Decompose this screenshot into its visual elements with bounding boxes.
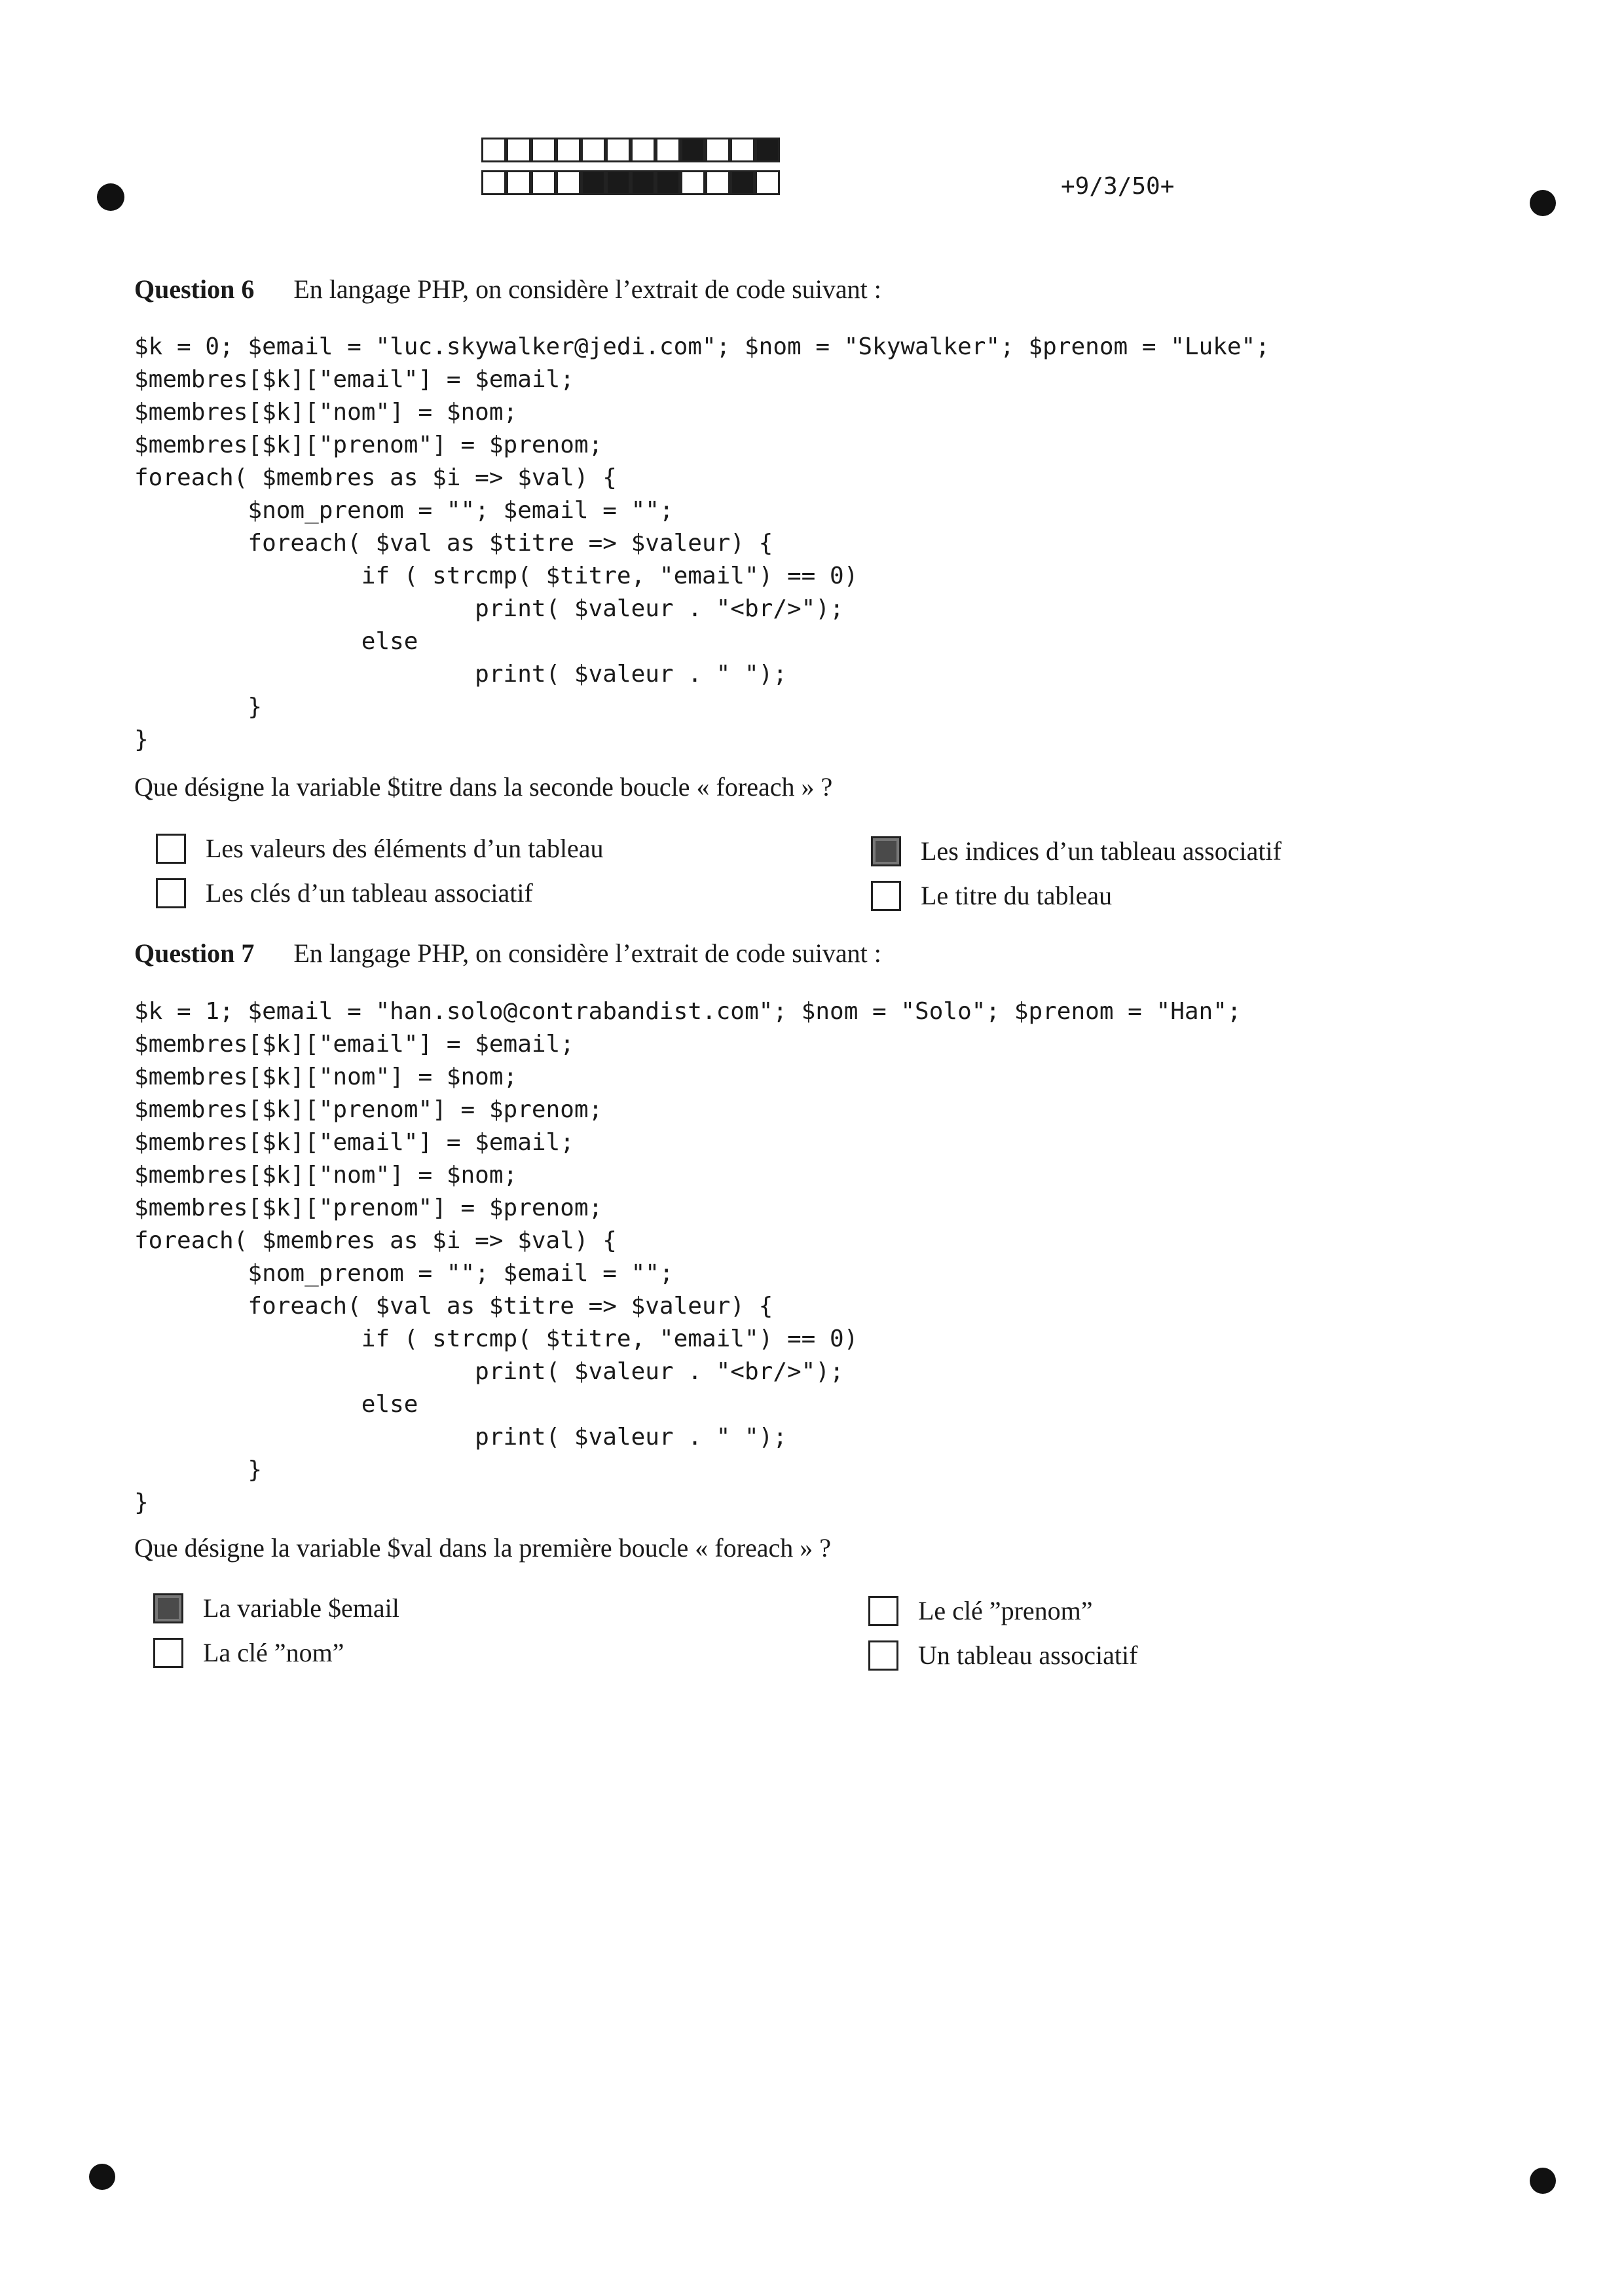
- barcode-cell: [606, 138, 631, 162]
- question-7-prompt: Que désigne la variable $val dans la première boucle « foreach » ?: [134, 1533, 831, 1563]
- question-7-checkbox-2[interactable]: [868, 1596, 898, 1626]
- barcode-cell: [531, 170, 556, 195]
- barcode-cell: [481, 170, 506, 195]
- question-6-checkbox-4[interactable]: [871, 881, 901, 911]
- barcode-cell: [481, 138, 506, 162]
- question-7-choice-2-label: Le clé ”prenom”: [918, 1596, 1093, 1625]
- question-6-choice-2-label: Les indices d’un tableau associatif: [921, 836, 1282, 866]
- barcode-cell: [755, 170, 780, 195]
- question-6-choice-4-label: Le titre du tableau: [921, 881, 1113, 910]
- question-6-choice-4[interactable]: [871, 880, 1112, 911]
- question-7-heading: [134, 938, 881, 969]
- question-7-checkbox-1[interactable]: [153, 1593, 183, 1623]
- question-7-checkbox-4[interactable]: [868, 1640, 898, 1671]
- question-6-choice-3[interactable]: [156, 878, 533, 908]
- question-7-choice-1[interactable]: [153, 1593, 399, 1623]
- barcode-cell: [680, 138, 705, 162]
- question-7-choice-1-label: La variable $email: [203, 1593, 399, 1623]
- question-6-checkbox-1[interactable]: [156, 834, 186, 864]
- barcode-cell: [556, 170, 581, 195]
- question-6-choice-2[interactable]: [871, 836, 1282, 866]
- question-7-code: $k = 1; $email = "han.solo@contrabandist.com"; $nom = "Solo"; $prenom = "Han"; $membres[$k]["email"] = $email; $membres[$k]["nom"] = $nom; $membres[$k]["prenom"] = $prenom; $membres[$k]["email"] = $email; $membres[$k]["nom"] = $nom; $membres[$k]["prenom"] = $prenom; foreach( $membres as $i => $val) { $nom_prenom = ""; $email = ""; foreach( $val as $titre => $valeur) { if ( strcmp( $titre, "email") == 0) print( $valeur . "<br/>"); else print( $valeur . " "); } }: [134, 998, 1242, 1516]
- question-6-heading: [134, 274, 881, 305]
- question-6-prompt: Que désigne la variable $titre dans la seconde boucle « foreach » ?: [134, 772, 833, 802]
- barcode-cell: [606, 170, 631, 195]
- barcode-cell: [506, 170, 531, 195]
- question-6-intro: En langage PHP, on considère l’extrait de code suivant :: [293, 274, 881, 304]
- barcode-row-1: [481, 138, 780, 162]
- question-7-number: Question 7: [134, 938, 255, 968]
- barcode-cell: [730, 138, 755, 162]
- question-7-choice-3[interactable]: [153, 1637, 344, 1668]
- question-6-number: Question 6: [134, 274, 255, 304]
- registration-mark-bottom-right: [1530, 2168, 1556, 2194]
- question-6-choice-3-label: Les clés d’un tableau associatif: [206, 878, 533, 908]
- barcode-cell: [705, 170, 730, 195]
- registration-mark-top-right: [1530, 190, 1556, 216]
- registration-mark-bottom-left: [89, 2164, 115, 2190]
- question-6-choice-1-label: Les valeurs des éléments d’un tableau: [206, 834, 604, 863]
- barcode-cell: [581, 170, 606, 195]
- question-7-choice-4[interactable]: [868, 1640, 1137, 1671]
- question-6-code: $k = 0; $email = "luc.skywalker@jedi.com"; $nom = "Skywalker"; $prenom = "Luke"; $membres[$k]["email"] = $email; $membres[$k]["nom"] = $nom; $membres[$k]["prenom"] = $prenom; foreach( $membres as $i => $val) { $nom_prenom = ""; $email = ""; foreach( $val as $titre => $valeur) { if ( strcmp( $titre, "email") == 0) print( $valeur . "<br/>"); else print( $valeur . " "); } }: [134, 333, 1270, 753]
- question-7-checkbox-3[interactable]: [153, 1638, 183, 1668]
- barcode-row-2: [481, 170, 780, 195]
- barcode-cell: [655, 170, 680, 195]
- barcode-cell: [581, 138, 606, 162]
- question-7-choice-2[interactable]: [868, 1595, 1093, 1626]
- barcode-cell: [631, 138, 655, 162]
- question-7-intro: En langage PHP, on considère l’extrait de code suivant :: [293, 938, 881, 968]
- sheet-id-code: +9/3/50+: [1061, 173, 1175, 200]
- barcode-cell: [631, 170, 655, 195]
- question-7-choice-3-label: La clé ”nom”: [203, 1638, 344, 1667]
- barcode-cell: [506, 138, 531, 162]
- barcode-cell: [730, 170, 755, 195]
- question-6-choice-1[interactable]: [156, 833, 604, 864]
- registration-mark-top-left: [97, 183, 124, 211]
- barcode-cell: [755, 138, 780, 162]
- barcode-cell: [556, 138, 581, 162]
- question-6-checkbox-2[interactable]: [871, 836, 901, 866]
- question-6-checkbox-3[interactable]: [156, 878, 186, 908]
- question-7-choice-4-label: Un tableau associatif: [918, 1640, 1138, 1670]
- barcode-cell: [680, 170, 705, 195]
- barcode-cell: [655, 138, 680, 162]
- barcode-cell: [705, 138, 730, 162]
- barcode-cell: [531, 138, 556, 162]
